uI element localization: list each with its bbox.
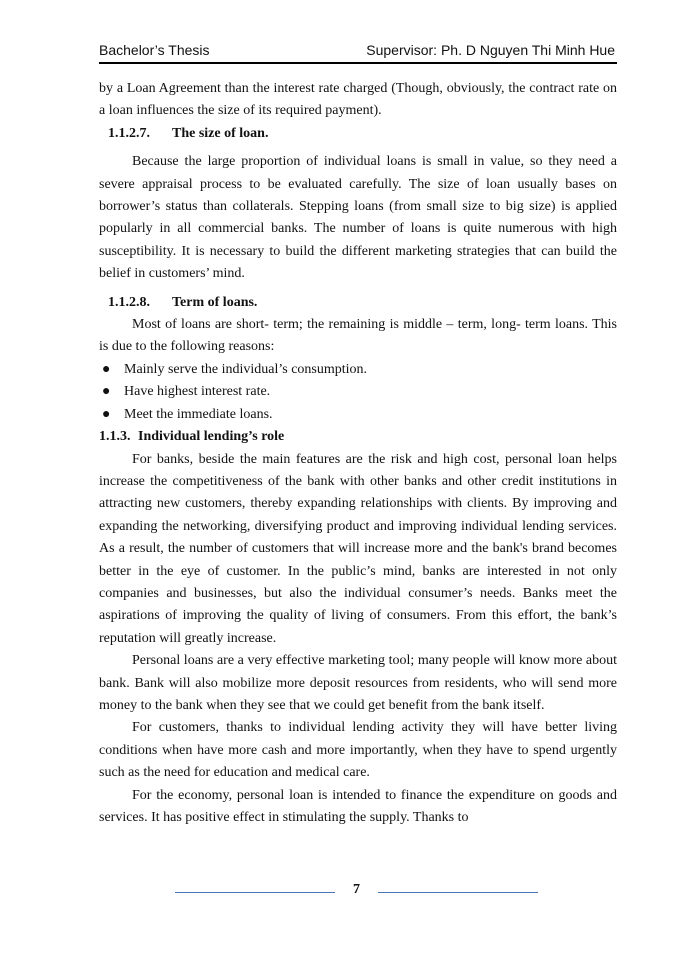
- heading-title: Term of loans.: [172, 294, 258, 310]
- paragraph-customers: For customers, thanks to individual lending activity they will have better living conditions when have more cash and more importantly, when they have to spend urgently such as the need for education and medical care.: [99, 720, 617, 781]
- page-footer: [175, 882, 538, 904]
- paragraph-marketing-tool: Personal loans are a very effective marketing tool; many people will know more about bank. Bank will also mobilize more deposit resources from residents, who will send more money to the bank when they see that we could get benefit from the bank itself.: [99, 653, 617, 713]
- bullet-icon: ●: [102, 384, 111, 400]
- page-body: [99, 78, 617, 829]
- footer-divider-left: [175, 892, 335, 893]
- heading-number: 1.1.3.: [99, 429, 131, 445]
- heading-1-1-3: [99, 426, 617, 448]
- header-supervisor: Supervisor: Ph. D Nguyen Thi Minh Hue: [366, 42, 615, 58]
- list-item: ● Mainly serve the individual’s consumption.: [99, 359, 617, 381]
- list-item: ● Meet the immediate loans.: [99, 404, 617, 426]
- paragraph-term-of-loans: Most of loans are short- term; the remaining is middle – term, long- term loans. This is due to the following reasons:: [99, 317, 617, 355]
- paragraph-continued: by a Loan Agreement than the interest rate charged (Though, obviously, the contract rate on a loan influences the size of its required payment).: [99, 81, 617, 119]
- paragraph-banks-role: For banks, beside the main features are the risk and high cost, personal loan helps increase the competitiveness of the bank with other banks and other credit institutions in attracting new customers, thereby expanding relationships with clients. By improving and expanding the networking, diversifying product and improving individual lending services. As a result, the number of customers that will increase more and the bank's brand becomes better in the eye of customer. In the public’s mind, banks are interested in not only companies and businesses, but also the individual consumer’s needs. Banks meet the aspirations of improving the quality of living of consumers. From this effort, the bank’s reputation will greatly increase.: [99, 451, 617, 646]
- heading-number: 1.1.2.7.: [108, 125, 150, 141]
- heading-1-1-2-7: [99, 123, 617, 145]
- header-thesis-label: Bachelor’s Thesis: [99, 42, 210, 58]
- paragraph-size-of-loan: Because the large proportion of individual loans is small in value, so they need a severe appraisal process to be evaluated carefully. The size of loan usually bases on borrower’s status than collaterals. Stepping loans (from small size to big size) is applied popularly in all commercial banks. The number of loans is quite numerous with high susceptibility. It is necessary to build the different marketing strategies that can build the belief in customers’ mind.: [99, 154, 617, 282]
- heading-title: The size of loan.: [172, 125, 269, 141]
- heading-title: Individual lending’s role: [138, 429, 285, 445]
- bullet-icon: ●: [102, 406, 111, 422]
- list-item: ● Have highest interest rate.: [99, 381, 617, 403]
- reasons-list: [99, 359, 617, 426]
- heading-number: 1.1.2.8.: [108, 294, 150, 310]
- page-number: 7: [353, 882, 360, 897]
- bullet-icon: ●: [102, 361, 111, 377]
- footer-divider-right: [378, 892, 538, 893]
- heading-1-1-2-8: [99, 292, 617, 314]
- page-header: [99, 40, 617, 64]
- paragraph-economy: For the economy, personal loan is intended to finance the expenditure on goods and services. It has positive effect in stimulating the supply. Thanks to: [99, 787, 617, 825]
